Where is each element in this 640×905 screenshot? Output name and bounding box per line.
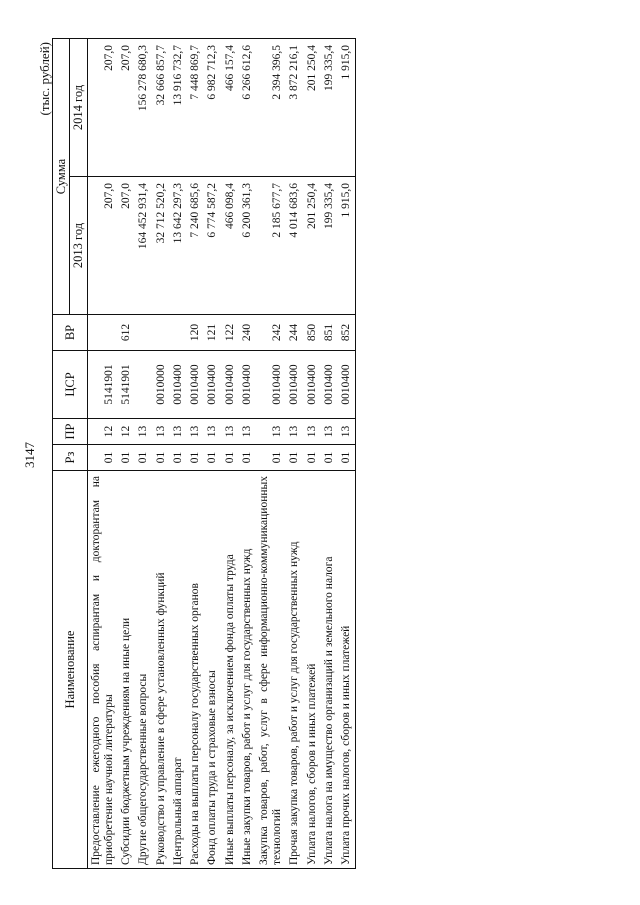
row-vr: 244	[286, 315, 303, 351]
row-vr	[153, 315, 170, 351]
row-rz: 01	[87, 445, 118, 471]
row-sum-2014: 199 335,4	[321, 39, 338, 177]
row-name: Уплата налога на имущество организаций и земельного налога	[321, 471, 338, 869]
row-sum-2014: 207,0	[118, 39, 135, 177]
row-vr: 122	[222, 315, 239, 351]
row-pr: 13	[135, 419, 152, 445]
row-sum-2013: 466 098,4	[222, 177, 239, 315]
row-name: Руководство и управление в сфере установленных функций	[153, 471, 170, 869]
row-pr: 13	[338, 419, 356, 445]
row-rz: 01	[187, 445, 204, 471]
row-sum-2013: 199 335,4	[321, 177, 338, 315]
row-sum-2014: 207,0	[87, 39, 118, 177]
row-name: Фонд оплаты труда и страховые взносы	[204, 471, 221, 869]
row-sum-2013: 13 642 297,3	[170, 177, 187, 315]
row-name: Субсидии бюджетным учреждениям на иные цели	[118, 471, 135, 869]
row-vr	[170, 315, 187, 351]
row-pr: 12	[118, 419, 135, 445]
row-csr: 0010400	[222, 351, 239, 419]
row-vr: 242	[256, 315, 286, 351]
row-pr: 13	[222, 419, 239, 445]
table-row	[87, 39, 118, 869]
row-sum-2013: 32 712 520,2	[153, 177, 170, 315]
header-2013: 2013 год	[70, 177, 87, 315]
row-rz: 01	[304, 445, 321, 471]
row-rz: 01	[204, 445, 221, 471]
row-sum-2014: 3 872 216,1	[286, 39, 303, 177]
row-csr: 0010400	[256, 351, 286, 419]
row-sum-2014: 7 448 869,7	[187, 39, 204, 177]
row-name: Прочая закупка товаров, работ и услуг для государственных нужд	[286, 471, 303, 869]
row-rz: 01	[222, 445, 239, 471]
row-sum-2014: 1 915,0	[338, 39, 356, 177]
row-csr: 5141901	[87, 351, 118, 419]
header-vr: ВР	[53, 315, 88, 351]
row-vr: 851	[321, 315, 338, 351]
table-row	[204, 39, 221, 869]
header-rz: Рз	[53, 445, 88, 471]
budget-table	[52, 38, 356, 869]
row-sum-2014: 156 278 680,3	[135, 39, 152, 177]
table-row	[286, 39, 303, 869]
row-csr: 0010000	[153, 351, 170, 419]
row-rz: 01	[321, 445, 338, 471]
row-rz: 01	[256, 445, 286, 471]
row-rz: 01	[338, 445, 356, 471]
table-row	[304, 39, 321, 869]
row-csr: 0010400	[170, 351, 187, 419]
row-sum-2014: 13 916 732,7	[170, 39, 187, 177]
row-name: Уплата налогов, сборов и иных платежей	[304, 471, 321, 869]
row-name: Центральный аппарат	[170, 471, 187, 869]
row-name: Другие общегосударственные вопросы	[135, 471, 152, 869]
row-csr	[135, 351, 152, 419]
row-sum-2014: 201 250,4	[304, 39, 321, 177]
row-vr: 120	[187, 315, 204, 351]
table-row	[118, 39, 135, 869]
row-csr: 5141901	[118, 351, 135, 419]
row-vr	[87, 315, 118, 351]
row-pr: 13	[170, 419, 187, 445]
row-sum-2013: 6 200 361,3	[239, 177, 256, 315]
row-csr: 0010400	[187, 351, 204, 419]
row-rz: 01	[118, 445, 135, 471]
table-header	[53, 39, 88, 869]
row-vr: 240	[239, 315, 256, 351]
row-csr: 0010400	[321, 351, 338, 419]
header-2014: 2014 год	[70, 39, 87, 177]
row-sum-2014: 6 982 712,3	[204, 39, 221, 177]
row-sum-2013: 4 014 683,6	[286, 177, 303, 315]
unit-note: (тыс. рублей)	[37, 42, 52, 116]
row-vr: 612	[118, 315, 135, 351]
row-pr: 13	[187, 419, 204, 445]
table-row	[338, 39, 356, 869]
header-csr: ЦСР	[53, 351, 88, 419]
row-rz: 01	[153, 445, 170, 471]
page-number: 3147	[22, 442, 37, 468]
row-csr: 0010400	[304, 351, 321, 419]
row-sum-2013: 1 915,0	[338, 177, 356, 315]
table-row	[256, 39, 286, 869]
table-row	[135, 39, 152, 869]
row-sum-2013: 7 240 685,6	[187, 177, 204, 315]
row-pr: 13	[286, 419, 303, 445]
row-rz: 01	[239, 445, 256, 471]
row-vr: 850	[304, 315, 321, 351]
row-sum-2013: 201 250,4	[304, 177, 321, 315]
row-csr: 0010400	[239, 351, 256, 419]
row-sum-2014: 466 157,4	[222, 39, 239, 177]
row-vr: 121	[204, 315, 221, 351]
row-sum-2014: 32 666 857,7	[153, 39, 170, 177]
table-row	[170, 39, 187, 869]
table-body	[87, 39, 356, 869]
row-rz: 01	[170, 445, 187, 471]
row-sum-2013: 6 774 587,2	[204, 177, 221, 315]
row-pr: 13	[204, 419, 221, 445]
row-rz: 01	[286, 445, 303, 471]
row-sum-2014: 2 394 396,5	[256, 39, 286, 177]
table-row	[187, 39, 204, 869]
row-pr: 13	[321, 419, 338, 445]
row-csr: 0010400	[286, 351, 303, 419]
row-name: Закупка товаров, работ, услуг в сфере информационно-коммуникационных технологий	[256, 471, 286, 869]
table-row	[222, 39, 239, 869]
table-row	[239, 39, 256, 869]
row-rz: 01	[135, 445, 152, 471]
row-pr: 13	[153, 419, 170, 445]
row-sum-2014: 6 266 612,6	[239, 39, 256, 177]
row-name: Уплата прочих налогов, сборов и иных платежей	[338, 471, 356, 869]
row-sum-2013: 207,0	[118, 177, 135, 315]
row-vr: 852	[338, 315, 356, 351]
row-pr: 13	[256, 419, 286, 445]
row-csr: 0010400	[204, 351, 221, 419]
row-name: Предоставление ежегодного пособия аспирантам и докторантам на приобретение научной литературы	[87, 471, 118, 869]
row-sum-2013: 2 185 677,7	[256, 177, 286, 315]
header-name: Наименование	[53, 471, 88, 869]
row-sum-2013: 164 452 931,4	[135, 177, 152, 315]
row-pr: 13	[304, 419, 321, 445]
row-vr	[135, 315, 152, 351]
row-csr: 0010400	[338, 351, 356, 419]
header-sum: Сумма	[53, 39, 70, 315]
row-name: Расходы на выплаты персоналу государственных органов	[187, 471, 204, 869]
row-pr: 12	[87, 419, 118, 445]
row-sum-2013: 207,0	[87, 177, 118, 315]
table-row	[153, 39, 170, 869]
row-name: Иные выплаты персоналу, за исключением фонда оплаты труда	[222, 471, 239, 869]
row-pr: 13	[239, 419, 256, 445]
table-row	[321, 39, 338, 869]
header-pr: ПР	[53, 419, 88, 445]
row-name: Иные закупки товаров, работ и услуг для государственных нужд	[239, 471, 256, 869]
